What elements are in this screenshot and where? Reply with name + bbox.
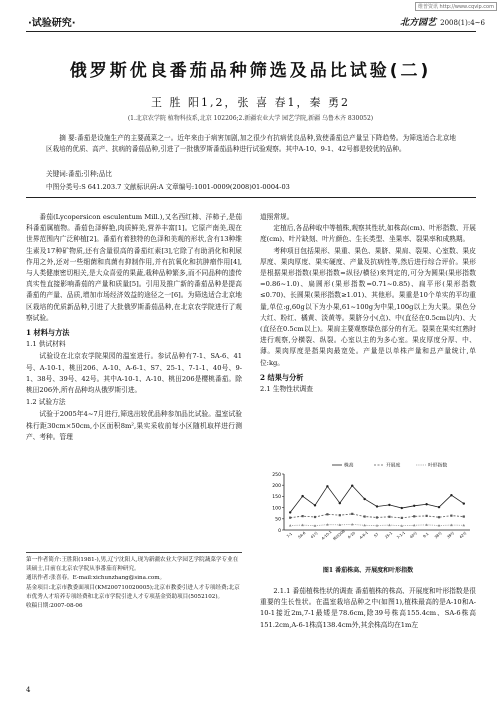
x-tick-label: SA-6 xyxy=(297,531,307,540)
data-point xyxy=(364,515,366,517)
footnote-author: 第一作者简介:王胜阳(1981-),男,辽宁沈阳人,现为新疆农业大学园艺学院蔬菜学专业在读硕士,目前在北京农学院从事番茄育种研究。 xyxy=(26,557,239,573)
x-tick-label: A-10 xyxy=(347,531,357,540)
plant-traits-text: 番茄植株的株高、开展度和叶形指数是很重要的生长性状。在温室栽培品种之中(如图1),植株最高的是A-10和A-10-1接近2m,7-1最矮是78.6cm,除39号株高155.4cm、SA-6株高151.2cm,A-6-1株高138.4cm外,其余株高均在1m左 xyxy=(260,587,476,629)
legend-label: 开展度 xyxy=(386,463,401,469)
x-tick-label: 25-1 xyxy=(384,531,394,540)
data-point xyxy=(388,504,390,506)
data-point xyxy=(376,505,378,507)
data-point xyxy=(438,516,440,518)
footnote-received: 收稿日期:2007-08-06 xyxy=(26,603,83,610)
data-point xyxy=(351,484,353,486)
y-tick-label: 150 xyxy=(272,495,281,501)
x-tick-label: 7-1 xyxy=(286,531,294,539)
y-tick-label: 250 xyxy=(272,472,281,478)
data-point xyxy=(450,494,452,496)
legend-label: 株高 xyxy=(344,463,354,469)
watermark-text: 维普资讯 http://www.cqvip.com xyxy=(415,2,497,11)
left-column xyxy=(26,212,242,443)
data-point xyxy=(351,523,354,525)
data-point xyxy=(426,515,428,517)
x-tick-label: A-6-1 xyxy=(359,530,369,540)
data-point xyxy=(463,502,465,504)
data-point xyxy=(363,524,366,526)
series-line xyxy=(290,486,464,513)
subsection-1-1-heading: 1.1 供试材料 xyxy=(26,340,66,349)
data-point xyxy=(425,503,427,505)
classification: 中图分类号:S 641.203.7 文献标识码:A 文章编号:1001-0009(2008)01-0004-03 xyxy=(46,183,290,191)
data-point xyxy=(401,517,403,519)
data-point xyxy=(413,524,416,526)
subsection-2-1-1-heading: 2.1.1 番茄植株性状的调查 xyxy=(273,587,353,595)
figure-1-chart xyxy=(262,458,474,548)
data-point xyxy=(413,515,415,517)
section-1-heading: 1 材料与方法 xyxy=(26,328,70,338)
y-tick-label: 200 xyxy=(272,484,281,489)
journal-header xyxy=(400,15,485,28)
materials-paragraph: 试验设在北京农学院果园的温室进行。参试品种有7-1、SA-6、41号、A-10-1、桃田206、A-10、A-6-1、S7、25-1、7-1-1、40号、9-1、38号、39号、42号。其中A-10-1、A-10、桃田206是樱桃番茄。除桃田206外,所有品种均从俄罗斯引进。 xyxy=(26,352,242,395)
data-point xyxy=(314,516,316,518)
data-point xyxy=(438,506,440,508)
data-point xyxy=(339,502,341,504)
methods-paragraph: 试验于2005年4~7月进行,筛选出较优品种参加品比试验。温室试验株行距30cm×50cm,小区面积8m²,果实采收前每小区随机取样进行测产、考种。管理 xyxy=(26,410,242,441)
data-point xyxy=(326,513,328,515)
data-point xyxy=(450,515,452,517)
x-tick-label: 38号 xyxy=(433,531,443,540)
page-number: 4 xyxy=(26,686,31,694)
header-rule xyxy=(26,31,476,32)
y-tick-label: 0 xyxy=(278,528,281,534)
figure-1-caption: 图1 番茄株高、开展度和叶形指数 xyxy=(322,567,414,574)
x-tick-label: A-10-1 xyxy=(320,529,333,541)
x-tick-label: 40号 xyxy=(409,531,418,540)
data-point xyxy=(376,524,379,526)
data-point xyxy=(401,507,403,509)
x-tick-label: 7-1-1 xyxy=(396,530,407,540)
data-point xyxy=(351,513,353,515)
data-point xyxy=(314,504,316,506)
abstract: 摘 要:番茄是设施生产的主要蔬菜之一。近年来由于病害加剧,加之很少有抗病优良品种,致使番茄总产量呈下降趋势。为筛选适合北京地区栽培的优质、高产、抗病的番茄品种,引进了一批俄罗斯番茄品种进行试验观察。其中A-10、9-1、42号都是较优的品种。 xyxy=(46,134,456,153)
x-tick-label: 39号 xyxy=(446,531,456,540)
data-point xyxy=(339,514,341,516)
data-point xyxy=(301,495,303,497)
data-point xyxy=(401,524,404,526)
data-point xyxy=(302,515,304,517)
x-tick-label: 9-1 xyxy=(422,531,430,539)
intro-paragraph: 番茄(Lycopersicon esculentum Mill.),又名西红柿、洋柿子,是茄科番茄属植物。番茄色泽鲜艳,肉质鲜美,营养丰富[1]。它原产南美,现在世界范围内广泛种植[2]。番茄有着独特的色泽和美观的形状,含有13种维生素及17种矿物质,还有含量很高的番茄红素[3],它除了有助消化和利尿作用之外,还对一些细菌和真菌有抑制作用,并有抗氧化和抗肿瘤作用[4],与人类健康密切相关,是大众喜爱的果蔬,栽种品种繁多,而不同品种的遗传真实性直接影响番茄的产量和质量[5]。引用及推广新的番茄品种是提高番茄的产量、品质,增加市场经济效益的途径之一[6]。为筛选适合北京地区栽培的优质新品种,引进了大批俄罗斯番茄品种,在北京农学院进行了观察试验。 xyxy=(26,213,242,322)
section-label: ·试验研究· xyxy=(28,18,76,29)
x-tick-label: 41号 xyxy=(309,531,319,540)
subsection-2-1-1-paragraph xyxy=(260,586,476,631)
data-point xyxy=(289,524,292,526)
data-point xyxy=(463,515,465,517)
x-tick-label: S7 xyxy=(373,532,380,539)
issue-info: 2008(1):4~6 xyxy=(440,19,485,27)
right-para-2: 定植后,各品种取中等植株,观察其性状,如株高(cm)、叶形指数、开展度(cm)、叶片缺刻、叶片颜色、生长类型、坐果率、裂果率和成熟期。 xyxy=(260,224,476,244)
data-point xyxy=(289,517,291,519)
data-point xyxy=(363,498,365,500)
x-tick-label: 桃田206 xyxy=(332,529,346,542)
right-para-1: 道照常规。 xyxy=(260,213,294,221)
journal-name: 北方园艺 xyxy=(400,18,437,28)
subsection-2-1-heading: 2.1 生物性状调查 xyxy=(260,385,313,394)
right-para-3: 考种项目包括果形、果重、果色、果脐、果肩、裂果、心室数、果皮厚度、果肉厚度、果实硬度、产量及抗病性等,然后进行综合评价。果形是根据果形指数(果形指数=纵径/横径)来判定的,可分为圆果(果形指数=0.86~1.0)、扁圆形(果形指数=0.71~0.85)、扁平形(果形指数≤0.70)、长圆果(果形指数≥1.01)、其他形。果重是10个单实的平均重量,单位:g,60g以下为小果,61~100g为中果,100g以上为大果。果色分大红、粉红、橘黄、淡黄等。果脐分小(点)、中(直径在0.5cm以内)、大(直径在0.5cm以上)。果肩主要观察绿色部分的有无。裂果在果实红熟时进行观察,分横裂、纵裂。心室以主的为多心室。果皮厚度分厚、中、薄。果肉厚度是指果肉最宽处。产量是以单株产量和总产量统计,单位:kg。 xyxy=(260,246,476,367)
data-point xyxy=(326,485,328,487)
y-tick-label: 50 xyxy=(275,517,281,523)
data-point xyxy=(388,516,390,518)
x-tick-label: 42号 xyxy=(458,531,468,540)
legend-label: 叶形指数 xyxy=(428,463,448,469)
footnote-block xyxy=(26,552,242,611)
data-point xyxy=(413,505,415,507)
footnote-correspondence: 通讯作者:张喜春。E-mail:xichunzhang@sina.com。 xyxy=(26,575,166,582)
subsection-1-2-heading: 1.2 试验方法 xyxy=(26,398,66,407)
right-column xyxy=(260,212,476,396)
section-2-heading: 2 结果与分析 xyxy=(260,372,304,382)
right-column-lower xyxy=(260,586,476,631)
y-tick-label: 100 xyxy=(272,506,281,512)
abstract-rule xyxy=(26,197,476,198)
data-point xyxy=(388,524,391,526)
paper-title: 俄罗斯优良番茄品种筛选及品比试验(二) xyxy=(69,61,432,81)
footnote-funding: 基金项目:北京市教委面项目(KM200710020005);北京市教委引进人才专项经费;北京市优秀人才培养专项经费和北京市学院引进人才专项基金资助项目(5052102)。 xyxy=(26,584,240,600)
data-point xyxy=(376,516,378,518)
authors: 王 胜 阳1,2，张 喜 春1，秦 勇2 xyxy=(151,96,350,109)
data-point xyxy=(289,511,291,513)
affiliation: (1.北京农学院 植物科技系,北京 102206;2.新疆农业大学 园艺学院,新疆 乌鲁木齐 830052) xyxy=(127,115,374,122)
keywords: 关键词:番茄;引种;品比 xyxy=(46,170,113,178)
